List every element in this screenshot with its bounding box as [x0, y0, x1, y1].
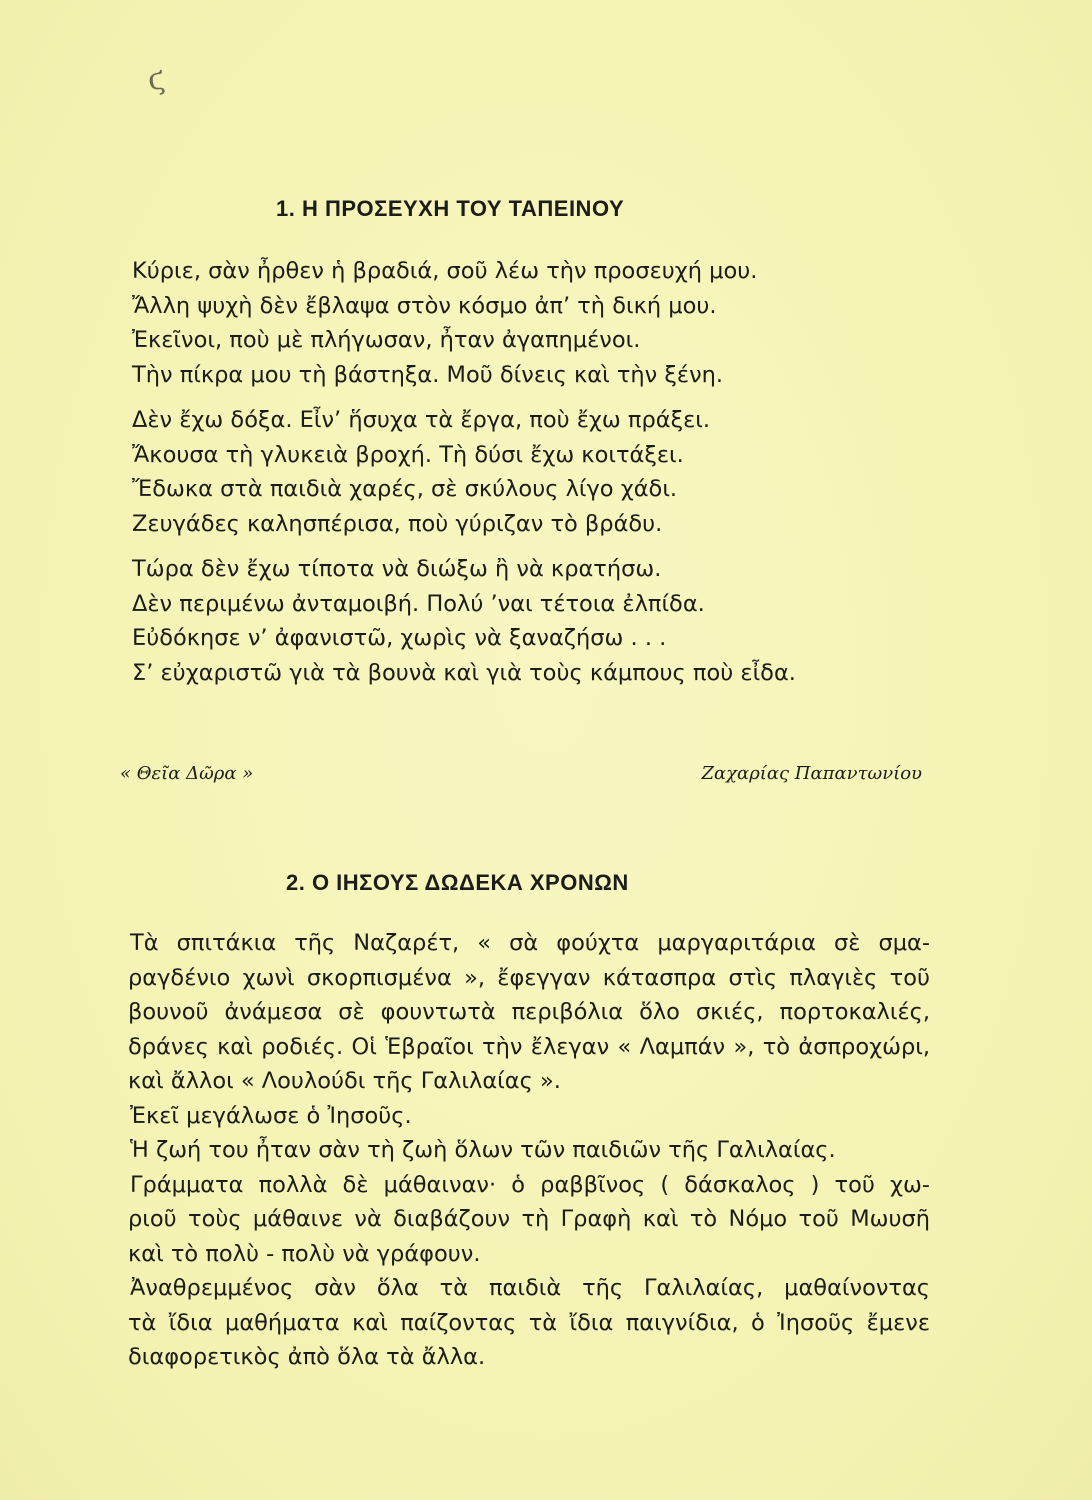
paragraph-line: τὰ ἴδια μαθήματα καὶ παίζοντας τὰ ἴδια παιγνίδια, ὁ Ἰησοῦς ἔμενε	[128, 1309, 930, 1336]
poem-stanza-2	[132, 403, 932, 541]
poem	[132, 254, 932, 701]
poem-stanza-3	[132, 552, 932, 690]
poem-author: Ζαχαρίας Παπαντωνίου	[701, 763, 922, 784]
prose-text	[130, 926, 930, 1375]
section-title: 2. Ο ΙΗΣΟΥΣ ΔΩΔΕΚΑ ΧΡΟΝΩΝ	[286, 870, 629, 895]
paragraph-line: Γράμματα πολλὰ δὲ μάθαιναν· ὁ ραββῖνος ( δάσκαλος ) τοῦ χω-	[130, 1171, 930, 1198]
poem-line: Δὲν περιμένω ἀνταμοιβή. Πολύ ’ναι τέτοια ἐλπίδα.	[132, 590, 705, 617]
paragraph-5	[130, 1271, 930, 1375]
poem-source: « Θεῖα Δῶρα »	[120, 763, 254, 784]
paragraph-line: δράνες καὶ ροδιές. Οἱ Ἑβραῖοι τὴν ἔλεγαν « Λαμπάν », τὸ ἀσπροχώρι,	[128, 1033, 930, 1060]
paragraph-line: Ἀναθρεμμένος σὰν ὅλα τὰ παιδιὰ τῆς Γαλιλαίας, μαθαίνοντας	[130, 1275, 930, 1301]
poem-line: Δὲν ἔχω δόξα. Εἶν’ ἥσυχα τὰ ἔργα, ποὺ ἔχω πράξει.	[132, 407, 711, 433]
poem-line: Σ’ εὐχαριστῶ γιὰ τὰ βουνὰ καὶ γιὰ τοὺς κάμπους ποὺ εἶδα.	[132, 659, 796, 686]
paragraph-line: Τὰ σπιτάκια τῆς Ναζαρέτ, « σὰ φούχτα μαργαριτάρια σὲ σμα-	[130, 930, 930, 956]
paragraph-2: Ἐκεῖ μεγάλωσε ὁ Ἰησοῦς.	[130, 1102, 412, 1129]
paragraph-1	[130, 926, 930, 1099]
poem-line: Ἄλλη ψυχὴ δὲν ἔβλαψα στὸν κόσμο ἀπ’ τὴ δική μου.	[132, 292, 717, 319]
poem-title: 1. Η ΠΡΟΣΕΥΧΗ ΤΟΥ ΤΑΠΕΙΝΟΥ	[276, 196, 625, 221]
paragraph-line: διαφορετικὸς ἀπὸ ὅλα τὰ ἄλλα.	[128, 1344, 486, 1370]
corner-pencil-mark: ϛ	[145, 61, 168, 98]
poem-stanza-1	[132, 254, 932, 392]
poem-line: Ζευγάδες καλησπέρισα, ποὺ γύριζαν τὸ βράδυ.	[132, 510, 663, 537]
paragraph-line: καὶ ἄλλοι « Λουλούδι τῆς Γαλιλαίας ».	[128, 1068, 561, 1094]
poem-line: Κύριε, σὰν ἦρθεν ἡ βραδιά, σοῦ λέω τὴν προσευχή μου.	[132, 258, 758, 284]
poem-line: Εὐδόκησε ν’ ἀφανιστῶ, χωρὶς νὰ ξαναζήσω . . .	[132, 625, 667, 651]
paragraph-line: καὶ τὸ πολὺ - πολὺ νὰ γράφουν.	[128, 1240, 481, 1267]
paragraph-line: ραγδένιο χωνὶ σκορπισμένα », ἔφεγγαν κάτασπρα στὶς πλαγιὲς τοῦ	[128, 964, 930, 991]
paragraph-4	[130, 1168, 930, 1272]
paragraph-line: ριοῦ τοὺς μάθαινε νὰ διαβάζουν τὴ Γραφὴ καὶ τὸ Νόμο τοῦ Μωυσῆ	[128, 1206, 930, 1232]
poem-line: Τὴν πίκρα μου τὴ βάστηξα. Μοῦ δίνεις καὶ τὴν ξένη.	[132, 361, 724, 388]
paragraph-3: Ἡ ζωή του ἦταν σὰν τὴ ζωὴ ὅλων τῶν παιδιῶν τῆς Γαλιλαίας.	[130, 1137, 836, 1163]
paragraph-line: βουνοῦ ἀνάμεσα σὲ φουντωτὰ περιβόλια ὅλο σκιές, πορτοκαλιές,	[128, 999, 930, 1025]
poem-line: Ἔδωκα στὰ παιδιὰ χαρές, σὲ σκύλους λίγο χάδι.	[132, 476, 678, 502]
poem-line: Ἄκουσα τὴ γλυκειὰ βροχή. Τὴ δύσι ἔχω κοιτάξει.	[132, 441, 684, 468]
poem-line: Ἐκεῖνοι, ποὺ μὲ πλήγωσαν, ἦταν ἀγαπημένοι.	[132, 327, 641, 353]
poem-line: Τώρα δὲν ἔχω τίποτα νὰ διώξω ἢ νὰ κρατήσω.	[132, 556, 662, 582]
